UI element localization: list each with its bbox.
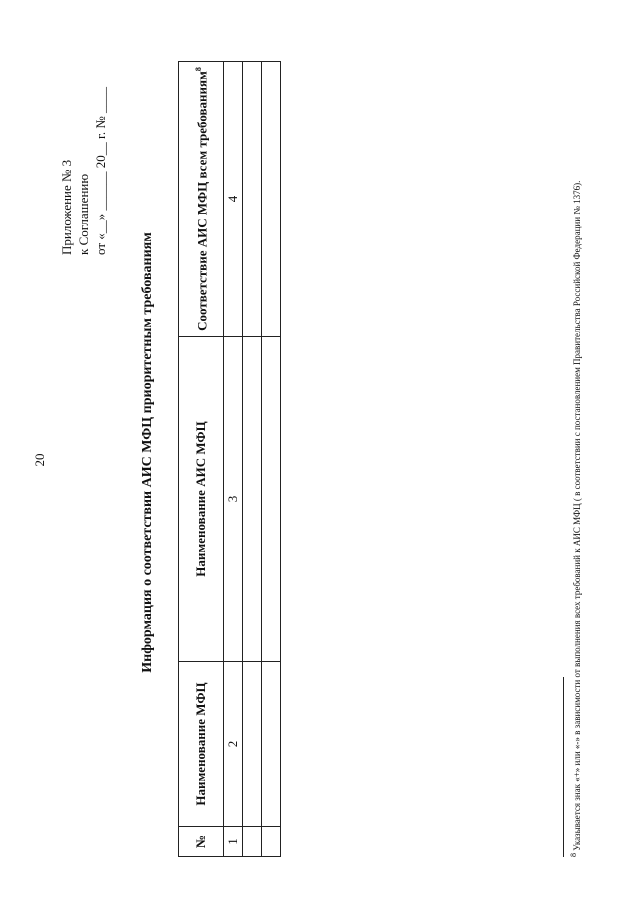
table-header-row: [179, 62, 224, 857]
table-cell: [262, 827, 281, 857]
header-number: №: [179, 827, 224, 857]
footnote: [568, 57, 583, 857]
footnote-number: 8: [569, 853, 578, 857]
column-number-4: 4: [224, 62, 243, 337]
appendix-line-2: к Соглашению: [76, 173, 91, 255]
compliance-table: [178, 61, 281, 857]
column-number-2: 2: [224, 662, 243, 827]
header-mfc-name: Наименование МФЦ: [179, 662, 224, 827]
appendix-line-1: Приложение № 3: [59, 159, 74, 255]
table-row: [262, 62, 281, 857]
header-compliance: [179, 62, 224, 337]
footnote-text: Указывается знак «+» или «-» в зависимости от выполнения всех требований к АИС МФЦ ( в соответствии с постановлением Правительства Российской Федерации № 1376).: [572, 180, 582, 853]
footnote-mark: 8: [194, 67, 204, 72]
table-cell: [262, 662, 281, 827]
footnote-separator: [563, 677, 564, 857]
header-compliance-label: Соответствие АИС МФЦ всем требованиям: [194, 71, 210, 331]
table-row: [243, 62, 262, 857]
column-number-3: 3: [224, 337, 243, 662]
table-cell: [243, 337, 262, 662]
table-cell: [262, 337, 281, 662]
appendix-line-3: от «__» ______ 20__ г. № ____: [93, 86, 108, 255]
table-cell: [243, 827, 262, 857]
table-cell: [262, 62, 281, 337]
column-number-1: 1: [224, 827, 243, 857]
appendix-reference: [58, 87, 109, 255]
page-number: 20: [32, 453, 47, 467]
header-ais-name: Наименование АИС МФЦ: [179, 337, 224, 662]
document-title: Информация о соответствии АИС МФЦ приоритетным требованиям: [140, 232, 155, 673]
table-cell: [243, 662, 262, 827]
table-cell: [243, 62, 262, 337]
table-row: [224, 62, 243, 857]
